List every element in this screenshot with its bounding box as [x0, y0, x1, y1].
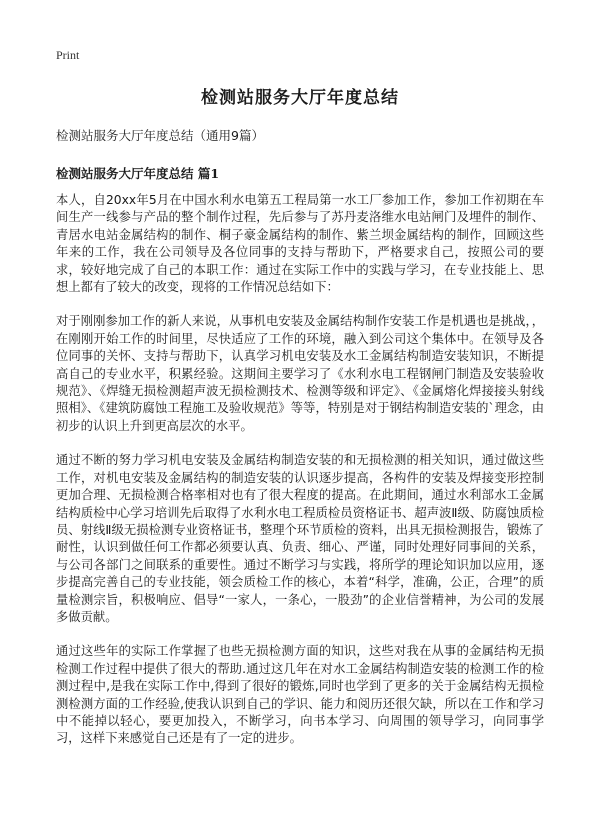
body-paragraph-4: 通过这些年的实际工作掌握了也些无损检测方面的知识，这些对我在从事的金属结构无损检测工作过程中提供了很大的帮助.通过这几年在对水工金属结构制造安装的检测工作的检测过程中,是我在实际工作中,得到了很好的锻炼,同时也学到了更多的关于金属结构无损检测检测方面的工作经验,使我认识到自己的学识、能力和阅历还很欠缺，所以在工作和学习中不能掉以轻心，要更加投入，不断学习，向书本学习、向周围的领导学习，向同事学习，这样下来感觉自己还是有了一定的进步。 — [56, 644, 544, 746]
body-paragraph-3: 通过不断的努力学习机电安装及金属结构制造安装的和无损检测的相关知识，通过做这些工作，对机电安装及金属结构的制造安装的认识逐步提高，各构件的安装及焊接变形控制更加合理、无损检测合格率相对也有了很大程度的提高。在此期间，通过水利部水工金属结构质检中心学习培训先后取得了水利水电工程质检员资格证书、超声波Ⅱ级、防腐蚀质检员、射线Ⅱ级无损检测专业资格证书，整理个环节质检的资料，出具无损检测报告，锻炼了耐性，认识到做任何工作都必须要认真、负责、细心、严谨，同时处理好同事间的关系，与公司各部门之间联系的重要性。通过不断学习与实践，将所学的理论知识加以应用，逐步提高完善自己的专业技能，领会质检工作的核心，本着“科学，准确，公正，合理”的质量检测宗旨，积极响应、倡导“一家人，一条心，一股劲”的企业信誉精神，为公司的发展多做贡献。 — [56, 453, 544, 624]
document-subtitle: 检测站服务大厅年度总结（通用9篇） — [56, 128, 264, 143]
print-link[interactable]: Print — [56, 48, 80, 62]
body-paragraph-2: 对于刚刚参加工作的新人来说，从事机电安装及金属结构制作安装工作是机遇也是挑战，，在刚刚开始工作的时间里，尽快适应了工作的环境，融入到公司这个集体中。在领导及各位同事的关怀、支持与帮助下，认真学习机电安装及水工金属结构制造安装知识，不断提高自己的专业水平，积累经验。这期间主要学习了《水利水电工程钢闸门制造及安装验收规范》、《焊缝无损检测超声波无损检测技术、检测等级和评定》、《金属熔化焊接接头射线照相》、《建筑防腐蚀工程施工及验收规范》等等，特别是对于钢结构制造安装的`理念，由初步的认识上升到更高层次的水平。 — [56, 314, 544, 433]
document-title: 检测站服务大厅年度总结 — [201, 88, 399, 108]
section-heading: 检测站服务大厅年度总结 篇1 — [56, 166, 220, 181]
body-paragraph-1: 本人，自20xx年5月在中国水利水电第五工程局第一水工厂参加工作，参加工作初期在车间生产一线参与产品的整个制作过程，先后参与了苏丹麦洛维水电站闸门及埋件的制作、青居水电站金属结构的制作、桐子豪金属结构的制作、紫兰坝金属结构的制作，回顾这些年来的工作，我在公司领导及各位同事的支持与帮助下，严格要求自己，按照公司的要求，较好地完成了自己的本职工作：通过在实际工作中的实践与学习，在专业技能上、思想上都有了较大的改变，现将的工作情况总结如下： — [56, 193, 544, 295]
